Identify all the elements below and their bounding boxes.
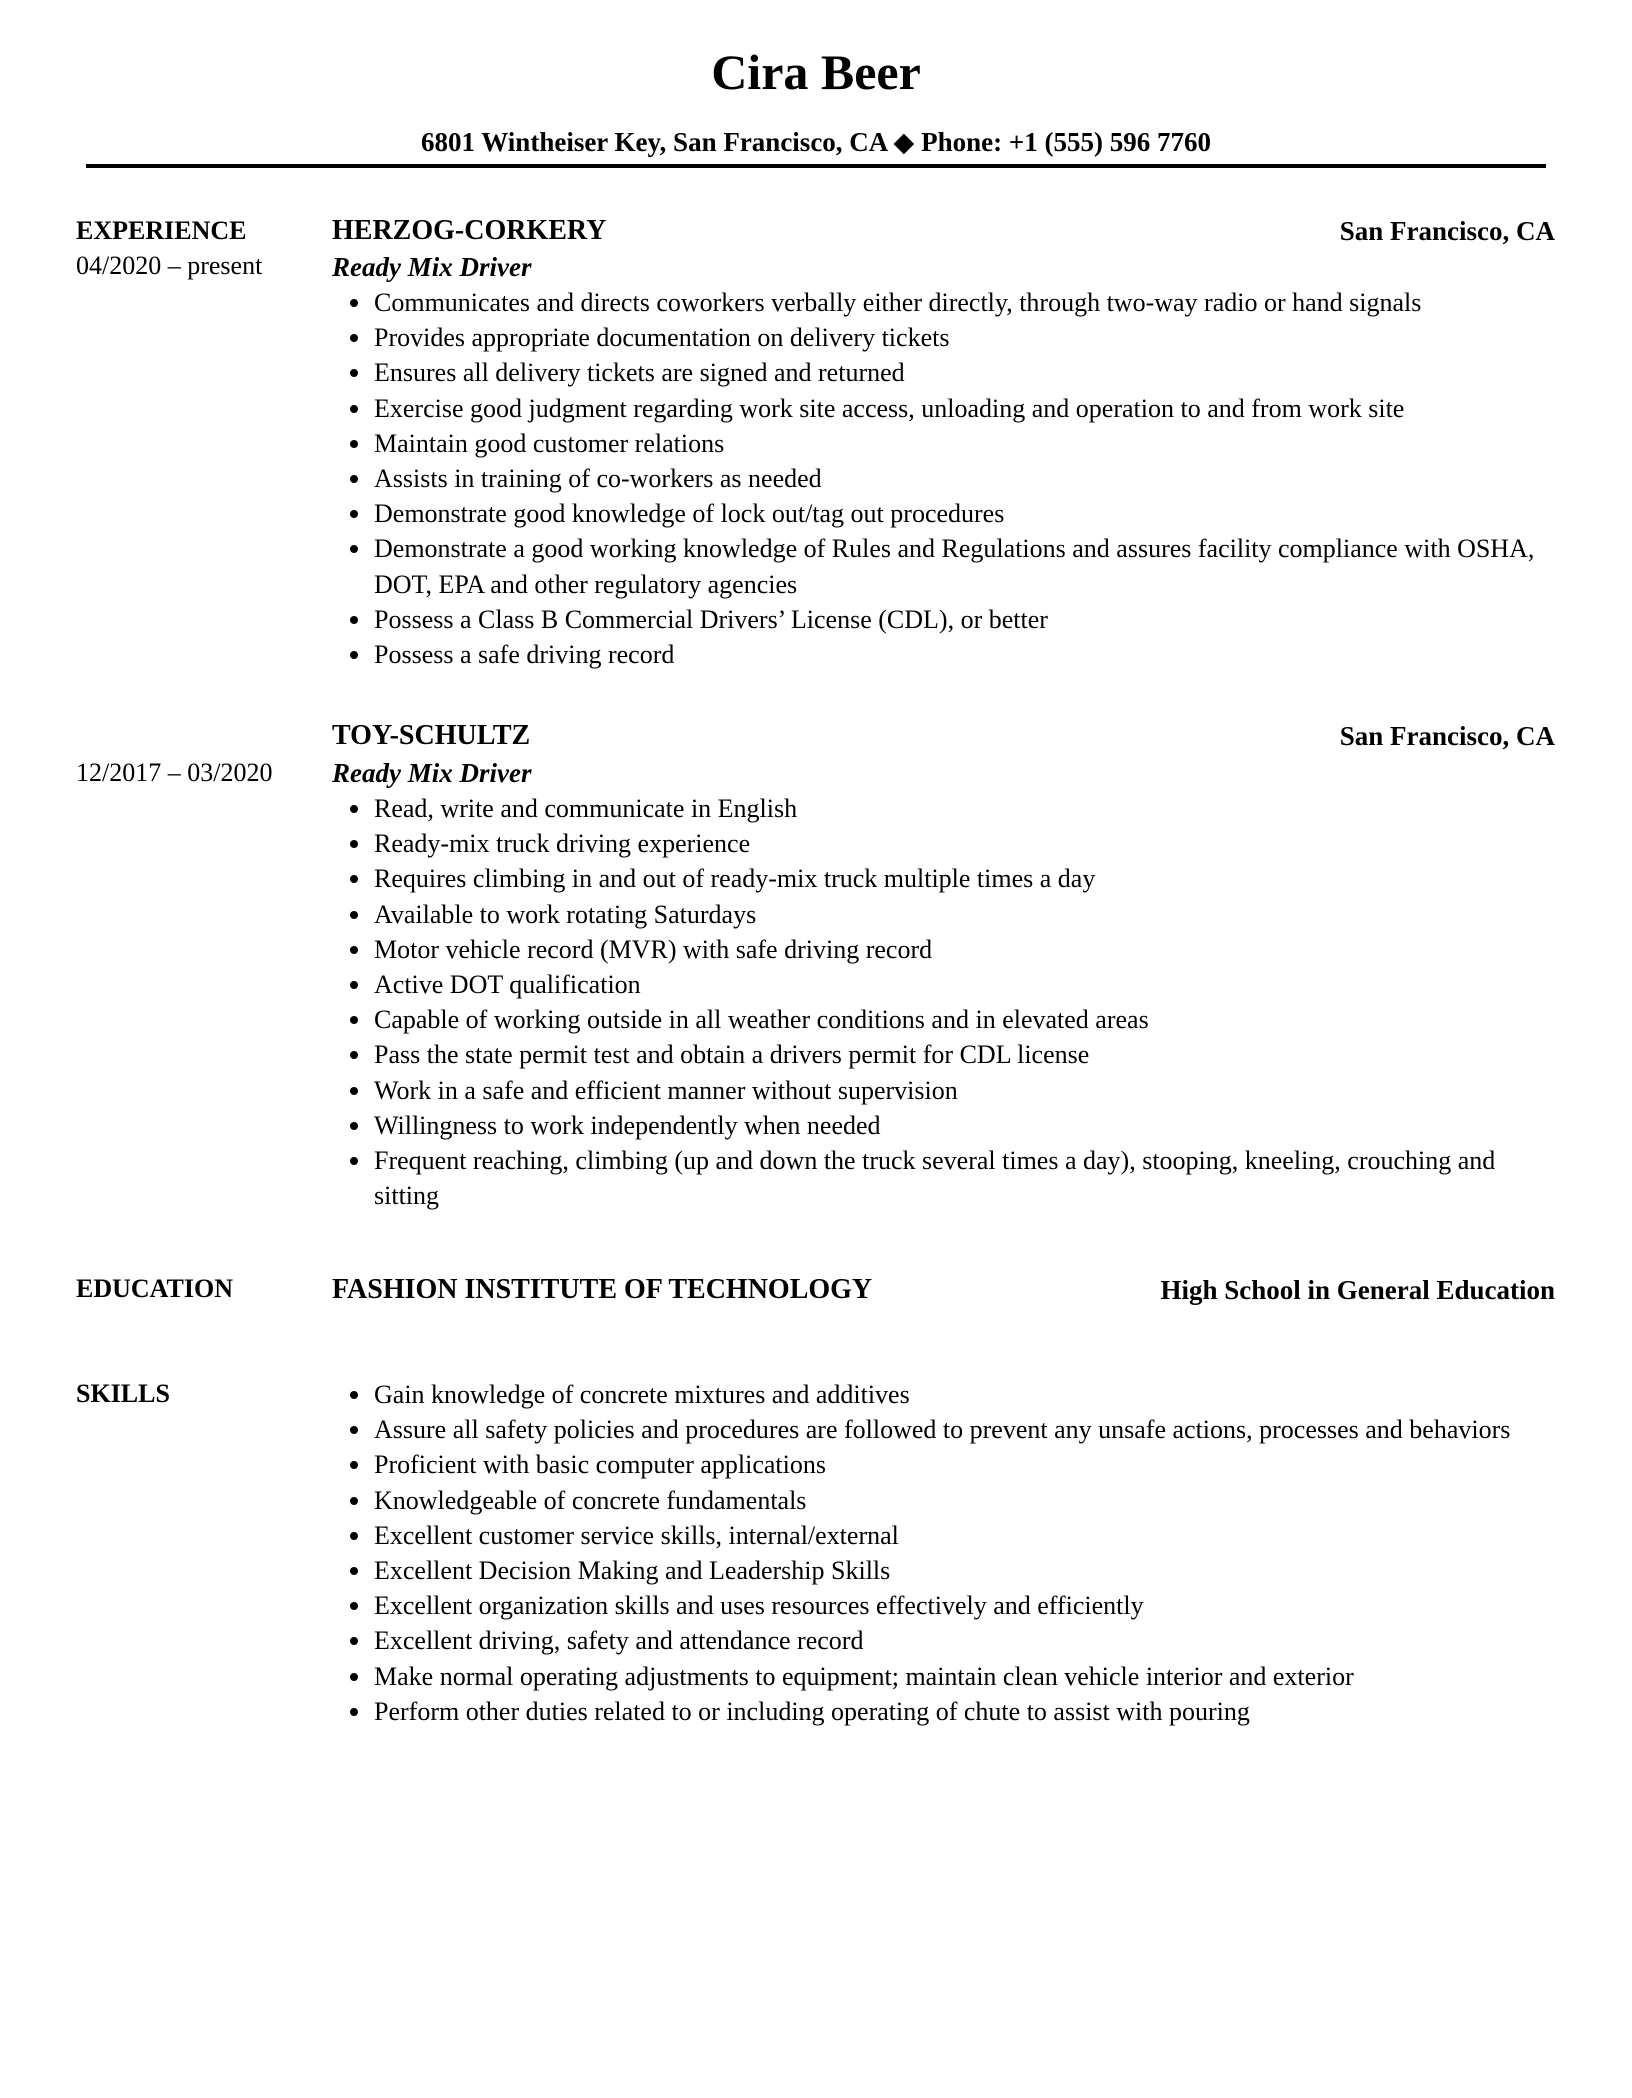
list-item: Capable of working outside in all weather conditions and in elevated areas	[332, 1002, 1562, 1037]
list-item: Proficient with basic computer applications	[332, 1447, 1562, 1482]
education-heading: EDUCATION	[76, 1274, 233, 1303]
list-item: Assists in training of co-workers as needed	[332, 461, 1562, 496]
list-item: Excellent organization skills and uses resources effectively and efficiently	[332, 1588, 1562, 1623]
candidate-name: Cira Beer	[711, 44, 921, 100]
list-item: Excellent driving, safety and attendance record	[332, 1623, 1562, 1658]
skills-list	[332, 1377, 1562, 1729]
job-company: HERZOG-CORKERY	[332, 215, 607, 246]
job-location: San Francisco, CA	[1339, 721, 1555, 751]
list-item: Maintain good customer relations	[332, 426, 1562, 461]
list-item: Gain knowledge of concrete mixtures and additives	[332, 1377, 1562, 1412]
list-item: Make normal operating adjustments to equipment; maintain clean vehicle interior and exterior	[332, 1659, 1562, 1694]
job-duties-list	[332, 285, 1562, 672]
list-item: Knowledgeable of concrete fundamentals	[332, 1483, 1562, 1518]
list-item: Perform other duties related to or including operating of chute to assist with pouring	[332, 1694, 1562, 1729]
list-item: Read, write and communicate in English	[332, 791, 1562, 826]
job-dates: 12/2017 – 03/2020	[76, 758, 273, 787]
list-item: Ensures all delivery tickets are signed and returned	[332, 355, 1562, 390]
list-item: Willingness to work independently when needed	[332, 1108, 1562, 1143]
list-item: Excellent Decision Making and Leadership Skills	[332, 1553, 1562, 1588]
list-item: Available to work rotating Saturdays	[332, 897, 1562, 932]
list-item: Possess a Class B Commercial Drivers’ License (CDL), or better	[332, 602, 1562, 637]
job-title: Ready Mix Driver	[332, 758, 532, 788]
header-divider	[86, 164, 1546, 168]
list-item: Frequent reaching, climbing (up and down the truck several times a day), stooping, kneeling, crouching and sitting	[332, 1143, 1562, 1213]
job-location: San Francisco, CA	[1339, 216, 1555, 246]
job-title: Ready Mix Driver	[332, 252, 532, 282]
experience-heading: EXPERIENCE	[76, 216, 247, 245]
list-item: Excellent customer service skills, internal/external	[332, 1518, 1562, 1553]
education-degree: High School in General Education	[1160, 1275, 1555, 1305]
list-item: Assure all safety policies and procedures are followed to prevent any unsafe actions, processes and behaviors	[332, 1412, 1562, 1447]
list-item: Demonstrate a good working knowledge of Rules and Regulations and assures facility compliance with OSHA, DOT, EPA and other regulatory agencies	[332, 531, 1562, 601]
list-item: Demonstrate good knowledge of lock out/tag out procedures	[332, 496, 1562, 531]
list-item: Pass the state permit test and obtain a drivers permit for CDL license	[332, 1037, 1562, 1072]
list-item: Possess a safe driving record	[332, 637, 1562, 672]
list-item: Communicates and directs coworkers verbally either directly, through two-way radio or hand signals	[332, 285, 1562, 320]
skills-heading: SKILLS	[76, 1379, 170, 1408]
list-item: Motor vehicle record (MVR) with safe driving record	[332, 932, 1562, 967]
list-item: Exercise good judgment regarding work site access, unloading and operation to and from work site	[332, 391, 1562, 426]
job-duties-list	[332, 791, 1562, 1213]
list-item: Work in a safe and efficient manner without supervision	[332, 1073, 1562, 1108]
education-school: FASHION INSTITUTE OF TECHNOLOGY	[332, 1274, 873, 1305]
job-company: TOY-SCHULTZ	[332, 720, 531, 751]
list-item: Ready-mix truck driving experience	[332, 826, 1562, 861]
contact-line: 6801 Wintheiser Key, San Francisco, CA ◆ Phone: +1 (555) 596 7760	[421, 127, 1211, 157]
job-dates: 04/2020 – present	[76, 251, 263, 280]
list-item: Active DOT qualification	[332, 967, 1562, 1002]
list-item: Requires climbing in and out of ready-mix truck multiple times a day	[332, 861, 1562, 896]
list-item: Provides appropriate documentation on delivery tickets	[332, 320, 1562, 355]
